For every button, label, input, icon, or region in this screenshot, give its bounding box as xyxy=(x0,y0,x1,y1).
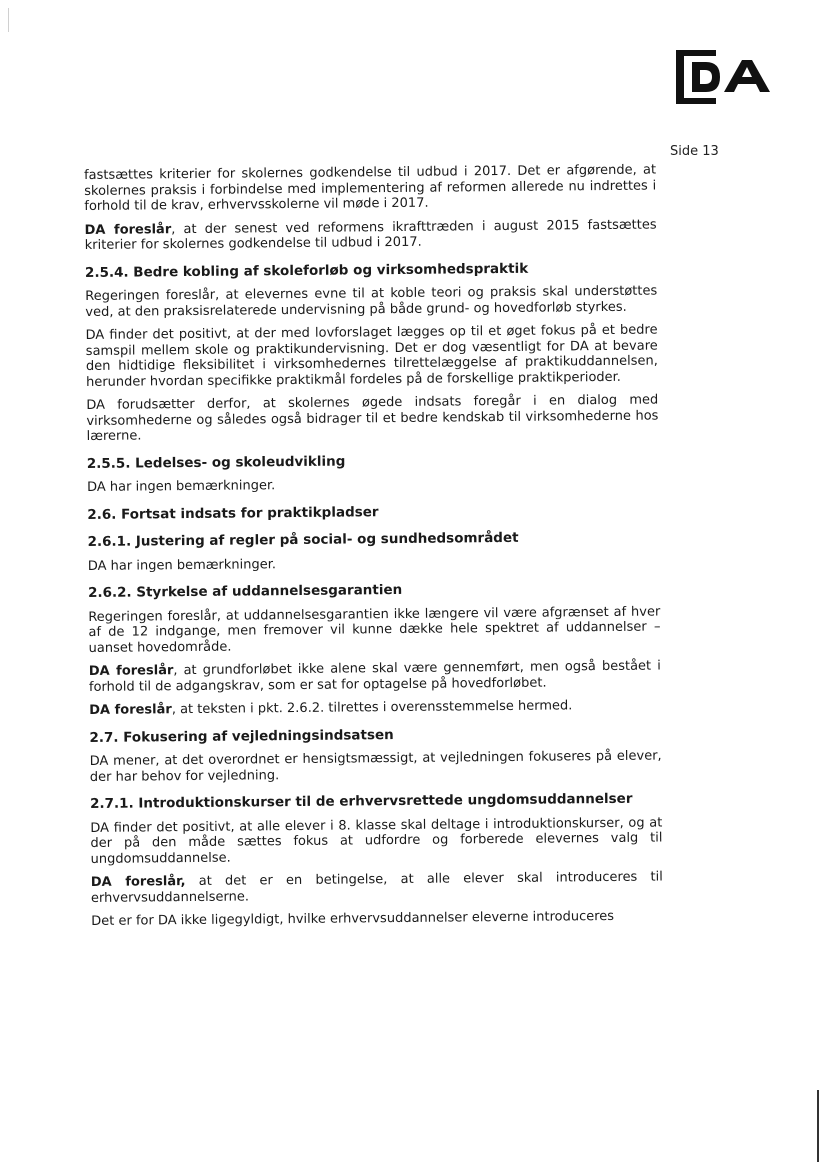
section-heading: 2.7. Fokusering af vejledningsindsatsen xyxy=(89,726,394,746)
document-body xyxy=(84,163,663,938)
paragraph: DA har ingen bemærkninger. xyxy=(87,556,277,574)
section-heading: 2.6.2. Styrkelse af uddannelsesgarantien xyxy=(88,581,403,601)
scan-edge-line xyxy=(817,1090,819,1162)
scan-mark xyxy=(8,8,9,32)
section-heading: 2.5.5. Ledelses- og skoleudvikling xyxy=(86,453,346,472)
proposal-label: DA foreslår xyxy=(84,221,172,238)
proposal-paragraph xyxy=(89,697,661,718)
paragraph: DA mener, at det overordnet er hensigtsmæssigt, at vejledningen fokuseres på elever, der har behov for vejledning. xyxy=(89,748,662,785)
paragraph: DA finder det positivt, at alle elever i 8. klasse skal deltage i introduktionskurser, og at der på den måde sættes fokus at udfordre og forberede elevernes valg til ungdomsuddannelse. xyxy=(90,814,663,867)
paragraph: Regeringen foreslår, at elevernes evne til at koble teori og praksis skal understøttes ved, at den praksisrelaterede undervisning på både grund- og hovedforløb styrkes. xyxy=(85,283,658,320)
proposal-text: , at der senest ved reformens ikrafttræden i august 2015 fastsættes kriterier for skolernes godkendelse til udbud i 2017. xyxy=(84,217,657,253)
proposal-paragraph xyxy=(91,869,663,905)
proposal-paragraph xyxy=(89,658,661,694)
paragraph: Regeringen foreslår, at uddannelsesgarantien ikke længere vil være afgrænset af hver af de 12 indgange, men fremover vil kunne dække hele spektret af uddannelser – uanset hovedområde. xyxy=(88,603,661,656)
proposal-label: DA foreslår xyxy=(89,702,172,718)
section-heading: 2.7.1. Introduktionskurser til de erhvervsrettede ungdomsuddannelser xyxy=(90,790,633,812)
paragraph: DA har ingen bemærkninger. xyxy=(86,478,276,495)
da-logo xyxy=(672,46,784,108)
proposal-label: DA foreslår, xyxy=(90,874,186,890)
section-heading: 2.5.4. Bedre kobling af skoleforløb og virksomhedspraktik xyxy=(84,260,529,281)
paragraph: fastsættes kriterier for skolernes godkendelse til udbud i 2017. Det er afgørende, at skolernes praksis i forbindelse med implementering af reformen allerede nu indrettes i forhold til de krav, erhvervsskolerne vil møde i 2017. xyxy=(84,162,657,214)
proposal-paragraph xyxy=(85,217,657,253)
proposal-text: , at grundforløbet ikke alene skal være gennemført, men også bestået i forhold til de adgangskrav, som er sat for optagelse på hovedforløbet. xyxy=(88,658,661,695)
paragraph: DA forudsætter derfor, at skolernes øgede indsats foregår i en dialog med virksomhederne og således også bidrager til et bedre kendskab til virksomhederne hos lærerne. xyxy=(86,392,659,444)
proposal-text: at det er en betingelse, at alle elever skal introduceres til erhvervsuddannelserne. xyxy=(90,869,663,906)
section-heading: 2.6. Fortsat indsats for praktikpladser xyxy=(87,503,379,523)
paragraph: Det er for DA ikke ligegyldigt, hvilke erhvervsuddannelser eleverne introduceres xyxy=(91,908,615,929)
page-number: Side 13 xyxy=(670,144,719,159)
section-heading: 2.6.1. Justering af regler på social- og sundhedsområdet xyxy=(87,529,519,550)
proposal-label: DA foreslår xyxy=(88,663,174,679)
proposal-text: , at teksten i pkt. 2.6.2. tilrettes i overensstemmelse hermed. xyxy=(171,698,573,718)
paragraph: DA finder det positivt, at der med lovforslaget lægges op til et øget fokus på et bedre samspil mellem skole og praktikundervisning. Det er dog væsentligt for DA at bevare den hidtidige fleksibilitet i virksomhedernes tilrettelæggelse af praktikuddannelsen, herunder hvordan specifikke praktikmål fordeles på de forskellige praktikperioder. xyxy=(85,322,658,390)
